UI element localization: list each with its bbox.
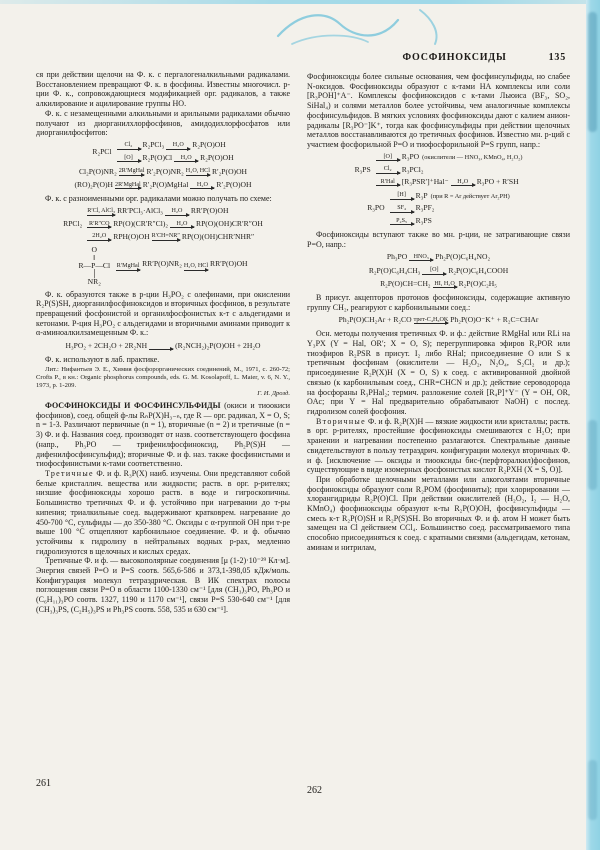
scheme-branches [75,181,252,191]
paragraph-active-ch2: В присут. акцепторов протонов фосфиноксиды, содержащие активную группу CH₂, реагируют с карбонильными соед.: [307,293,570,313]
formula: RR′P(O)OH [190,206,229,216]
reaction-arrow [190,181,214,191]
formula: R₂P(O)C₆H₄CH₃ [368,265,421,275]
formula: R₂P(O)C₆H₄COOH [448,265,509,275]
arrow-label: [O] [430,267,439,274]
reaction-carbonyl-olefination [307,316,570,326]
reaction-arrow [390,204,414,214]
reaction-arrow [115,181,141,191]
formula: R′₂P(O)OH [211,166,248,176]
scheme-note: (окислители — HNO₃, KMnO₄, H₂O₂) [422,153,523,161]
scheme-branches [339,316,539,326]
reaction-arrow [376,165,400,175]
arrow-shaft [149,349,173,350]
scheme-row [388,204,510,214]
arrow-shaft [165,215,189,216]
arrow-label: H₂O, HCl [183,263,209,270]
arrow-shaft [414,323,449,324]
scheme-branches [114,259,247,272]
arrow-shaft [186,175,210,176]
scheme-row [374,165,523,175]
arrow-label: H₂O [176,220,188,227]
arrow-shaft [174,161,198,162]
scan-edge-mark [588,420,597,490]
arrow-label: H₂O [172,141,184,148]
scheme-note: (при R = Ar действует Ar₂PH) [430,192,510,200]
scheme-branches [369,266,508,276]
formula: R₂P(O)OH [192,140,226,150]
scheme-branches [387,253,490,263]
scheme-row [369,266,508,276]
arrow-shaft [190,188,214,189]
arrow-shaft [422,274,446,275]
entry-headword: ФОСФИНОКСИДЫ И ФОСФИНСУЛЬФИДЫ [45,401,221,411]
arrow-shaft [119,175,145,176]
formula: H₃PO₂ + 2CH₂O + 2R₂NH [65,340,148,350]
scheme-row [66,341,261,351]
formula: R₂P(O)Cl [142,152,173,162]
reaction-arrow [165,207,189,217]
scheme-row [388,217,510,227]
formula: (RO)₂P(O)H [74,180,114,190]
reaction-arrow [414,316,449,326]
scheme-branches [374,153,523,188]
formula: RPH(O)OH [113,231,150,241]
arrow-shaft [117,161,141,162]
single-bond: │ [91,268,97,278]
arrow-shaft [166,149,190,150]
formula: Cl₂P(O)NR₂ [78,166,117,176]
arrow-shaft [451,185,475,186]
reaction-arrow [149,341,173,351]
reaction-arrow [390,191,414,201]
formula: (R₂NCH₂)₂P(O)OH + 2H₂O [175,340,261,350]
scheme-row [114,259,247,268]
arrow-shaft [376,173,400,174]
literature-reference [36,366,290,398]
right-column [307,52,570,784]
scheme-row [387,253,490,263]
formula: R₃PCl₂ [401,164,424,174]
arrow-label: [O] [124,154,133,161]
reaction-arrow [184,262,208,272]
reaction-phosphite [36,181,290,191]
paragraph-basicity: Фосфиноксиды более сильные основания, чем фосфинсульфиды, но слабее N-оксидов. Фосфиноксиды образуют с к-тами HA комплексы или соли [R₃POH]⁺A⁻. Комплексы фосфиноксидов с к-тами Льюиса (BF₃, SO₂, SiHal₄) и солями металлов более устойчивы, чем аналогичные комплексы фосфинсульфидов. В мягких условиях фосфиноксиды дают с калием анион-радикалы [R₃PO⁻]K⁺, тогда как фосфинсульфиды при действии щелочных металлов восстанавливаются до третичных фосфинов. Известно мн. р-ций с участием фосфорильной P=O и тиофосфорильной P=S групп, напр.: [307,72,570,149]
formula: RP(O)(CR′R″Cl)₂ [113,219,168,229]
arrow-label: R′Cl, AlCl₃ [87,208,116,214]
scheme-row [380,280,497,290]
scheme-branches [388,191,510,226]
arrow-label: Cl₂ [383,166,392,173]
formula: Ph₂P(O)CH₂Ar + R₂CO [338,315,412,325]
scheme-branches [66,341,261,351]
left-column [36,70,290,782]
structural-formula [78,246,110,286]
reaction-side-chain-oxidation [307,266,570,276]
reaction-arrow [433,280,457,290]
lead-word: Вторичные [316,416,366,426]
arrow-shaft [409,260,433,261]
literature-text: Лит.: Нифантьев Э. Е., Химия фосфорорганических соединений, М., 1971, с. 260-72; Crofts P., в кн.: Organic phosphorus compounds, eds. G. M. Kosolapoff, L. Maier, v. 6, N. Y., 1973, p. 1-209. [36,366,290,390]
formula: Ph₃PO [386,252,408,262]
arrow-shaft [170,227,194,228]
paragraph-text: Ф. и ф. R₃P(X) наиб. изучены. Они представляют собой белые кристаллич. вещества или жидкости; раств. в орг. р-рителях; низшие фосфиноксиды хорошо раств. в воде и гигроскопичны. Большинство третичных Ф. и ф. устойчиво при нагревании до т-ры кипения; триалкильные соед. выдерживают кратковрем. нагревание до 450-700 °C, сульфиды — до 350-380 °C. Оксиды с α-группой OH при т-ре выше 100 °C отщепляют карбонильное соединение. Ф. и ф. обычно устойчивы к гидролизу в нейтральных водных р-рах, медленно гидролизуются в щелочных и кислых средах. [36,468,290,556]
arrow-label: R′R″CO [89,220,110,227]
arrow-label: Cl₂ [124,141,133,148]
reactant-formula: R₂PCl [92,146,112,156]
scan-edge-right [586,0,600,850]
scheme-row [115,154,234,164]
reaction-scheme-structure [36,246,290,286]
arrow-label: [H] [397,192,406,199]
scheme-row [85,232,263,242]
article-author: Г. И. Дрозд. [257,390,290,398]
arrow-shaft [390,224,414,225]
structure-backbone: R—P—Cl [78,260,111,270]
paragraph-methods: Осн. методы получения третичных Ф. и ф.: действие RMgHal или RLi на Y₃PX (Y = Hal, OR′; X = O, S); перегруппировка эфиров R₂POR или тиоэфиров R₂PSR в присут. I₂ либо RHal; присоединение O или S к третичным фосфинам (окислители — H₂O₂, N₂O₄, S₂Cl₂ и др.); присоединение R₂P(X)H (X = O, S) к соед. с активированной двойной связью (к карбонильным соед., CHR=CHCN и др.); действие сероводорода на фосфораны R₃PHal₂; термич. разложение солей [R₄P]⁺Y⁻ (Y = OH, OR, OAc; при Y = Hal предварительно обрабатывают NaOH) с послед. гидролизом солей фосфония. [307,329,570,416]
scheme-row [85,220,263,230]
formula: Ph₂P(O)C₆H₄NO₂ [435,252,491,262]
reaction-arrow [170,220,194,230]
reaction-scheme-sulfide [307,153,570,188]
arrow-label: трет-C₄H₉OK [413,316,449,323]
column-number-left: 261 [36,778,51,789]
reaction-arrow [166,141,190,151]
scheme-row [85,207,263,217]
arrow-label: H₂O [457,178,469,185]
amino-group: NR₂ [87,276,101,286]
column-number-right: 262 [307,785,322,796]
formula: R₃P [415,190,428,200]
scheme-branches [85,207,263,242]
formula: R₃PF₂ [415,203,435,213]
arrow-label: R′MgHal [116,263,140,270]
reaction-arrow [116,262,140,272]
formula: R₂PCl₃ [142,140,165,150]
formula: [R₃PSR′]⁺Hal⁻ [401,177,449,187]
formula: R′₂P(O)NR₂ [146,166,184,176]
paragraph-synthesis-intro: Ф. к. с незамещенными алкильными и арильными радикалами обычно получают из диорганилхлорфосфинов, амидодихлорфосфатов или диорганилфосфитов: [36,108,290,138]
formula: R₃PO + R′SH [476,177,519,187]
arrow-label: SF₄ [397,205,407,211]
formula: RP(O)(OH)CHR′NHR″ [181,231,255,241]
running-head-title: ФОСФИНОКСИДЫ [402,52,507,63]
reaction-hydroiodination [307,280,570,290]
scheme-branches [115,141,234,163]
arrow-label [160,342,162,348]
arrow-label: R′CH=NR″ [151,233,180,240]
reaction-amidochlorophosphate [36,167,290,177]
arrow-label: R′Hal [380,178,395,185]
paragraph-tertiary-properties [36,469,290,556]
double-bond: ‖ [93,252,96,262]
arrow-shaft [376,185,400,186]
reaction-arrow [376,178,400,188]
arrow-shaft [390,199,414,200]
atom-oxygen: O [91,244,98,254]
paragraph-no-po-bond: Фосфиноксиды вступают также во мн. р-ции, не затрагивающие связи P=O, напр.: [307,230,570,249]
reaction-scheme-mixed [36,207,290,242]
paragraph-secondary [307,417,570,475]
formula: RP(O)(OH)CR′R″OH [196,219,263,229]
paragraph-tertiary-physics: Третичные Ф. и ф. — высокополярные соединения [μ (1-2)·10⁻²⁹ Кл·м]. Энергия связей P=O и P=S соотв. 565,6-586 и 373,1-398,05 кДж/моль. Конфигурация молекул тетраэдрическая. В ИК спектрах полосы поглощения связи P=O в области 1100-1330 см⁻¹ [для (CH₃)₃PO, Ph₃PO и (C₆H₁₁)₃PO соотв. 1327, 1190 и 1170 см⁻¹], связи P=S 530-640 см⁻¹ [для (CH₃)₃PS, (C₂H₅)₃PS и Ph₃PS соотв. 558, 535 и 630 см⁻¹]. [36,556,290,614]
scheme-row [79,167,247,177]
running-head-page-number: 135 [548,52,566,63]
arrow-shaft [433,287,457,288]
reaction-arrow [117,141,141,151]
arrow-shaft [116,270,140,271]
arrow-label: HI, H₂O [434,280,455,287]
arrow-label: H₂O [171,208,183,214]
formula: R₃PO [401,152,420,162]
arrow-label: P₂S₅ [396,217,408,224]
arrow-label: H₂O [180,154,192,161]
arrow-shaft [184,270,208,271]
reaction-arrow [451,178,475,188]
formula: R₂P(O)OH [200,152,234,162]
reaction-arrow [87,207,115,217]
lead-word: Третичные [45,468,94,478]
pencil-scribbles [270,2,480,52]
reaction-nitration [307,253,570,263]
scheme-row [75,181,252,191]
arrow-shaft [87,240,111,241]
arrow-shaft [117,149,141,150]
arrow-label: 2H₂O [92,233,107,240]
arrow-shaft [115,188,141,189]
arrow-label: 2R′MgHal [118,168,145,175]
reaction-scheme-chlorophosphine [36,141,290,163]
formula: RR′PCl₃·AlCl₃ [117,206,163,216]
arrow-shaft [152,240,180,241]
scheme-branches [380,280,497,290]
paragraph-formation: Ф. к. образуются также в р-ции H₃PO₂ с олефинами, при окислении R₂P(S)SH, диорганилфосфиноксидов и вторичных фосфинов, в результате превращений фосфонистой и органилфосфонистых к-т с альдегидами и кетонами. Р-ция H₃PO₂ с альдегидами и вторичными аминами приводит к α-аминоалкилзамещенным Ф. к.: [36,289,290,338]
reaction-arrow [117,154,141,164]
arrow-label: HNO₃ [413,253,429,260]
formula: R₂P(O)C₂H₅ [458,279,497,289]
formula: R′₂P(O)OH [216,180,252,190]
scheme-row [374,153,523,163]
reaction-arrow [422,266,446,276]
paragraph-salts-halogenation: При обработке щелочными металлами или алкоголятами вторичные фосфиноксиды образуют соли R₂POM (фосфиниты); при хлорировании — хлорангидриды R₂P(O)Cl. При действии окислителей (H₂O₂, I₂ — H₂O, KMnO₄) фосфиноксиды образуют к-ты R₂P(O)OH, фосфинсульфиды — смесь к-т R₂P(O)SH и R₂P(S)SH. Во вторичных Ф. и ф. атом H может быть замещен на Cl действием CCl₄. Большинство соед. рассматриваемого типа способно присоединяться к соед. с кратными связями (альдегидам, кетонам, аминам и нитрилам, [307,474,570,552]
reactant-formula: R₃PO [367,203,385,213]
reactant-formula: RPCl₂ [63,219,83,229]
reaction-scheme-oxide [307,191,570,226]
entry-body: (окиси и тиоокиси фосфинов), соед. общей ф-лы RₙP(X)H₃₋ₙ, где R — орг. радикал, X = O, S; n = 1-3. Различают первичные (n = 1), вторичные (n = 2) и третичные (n = 3) Ф. и ф. Названия соед. производят от назв. соответствующего фосфина (напр., Ph₃PO — трифенилфосфиноксид, Ph₂P(S)H — дифенилфосфинсульфид); вторичные Ф. и ф. наз. также фосфинистыми и тиофосфинистыми к-тами соответственно. [36,401,290,469]
reaction-arrow [174,154,198,164]
paragraph-mixed-radicals: Ф. к. с разноименными орг. радикалами можно получать по схеме: [45,194,272,204]
arrow-shaft [390,212,414,213]
reaction-arrow [390,217,414,227]
paragraph-continuation: ся при действии щелочи на Ф. к. с пергалогеналкильными радикалами. Восстановлением превращают Ф. к. в фосфины. Известны многочисл. р-ции Ф. к., сопровождающиеся модификацией орг. радикалов, а также алкилирование и ацилирование группы НО. [36,70,290,109]
arrow-label: 2R′MgHal [115,181,141,188]
scan-edge-mark [588,12,597,132]
paragraph-text: Ф. и ф. R₂P(X)H — вязкие жидкости или кристаллы; раств. в орг. р-рителях, простейшие фосфиноксиды смешиваются с H₂O; при хранении и нагревании постепенно разлагаются. Спектральные данные свидетельствуют в пользу тетраэдрич. конфигурации молекул вторичных Ф. и ф. [исключение — оксиды и тиооксиды бис-(перфторалкил)фосфинов, существующие в виде изомерных фосфонистых кислот R₂PXH (X = S, O)]. [307,416,570,475]
formula: Ph₂P(O)O⁻K⁺ + R₂C=CHAr [450,315,539,325]
reaction-arrow [87,220,111,230]
arrow-label: H₂O [196,181,208,188]
formula: R₂P(O)CH=CH₂ [380,279,431,289]
formula: R₃PS [415,216,432,226]
arrow-shaft [87,215,115,216]
arrow-shaft [87,227,111,228]
reaction-structure-steps [114,259,247,272]
reaction-arrow [186,167,210,177]
reaction-arrow [119,167,145,177]
arrow-label: [O] [383,153,392,160]
scheme-branches [79,167,247,177]
scheme-row [115,141,234,151]
entry-phosphine-oxides [36,401,290,469]
scheme-row [339,316,539,326]
reaction-arrow [409,253,433,263]
scheme-row [374,178,523,188]
arrow-shaft [376,160,400,161]
formula: RR′P(O)OH [210,259,248,269]
scan-edge-mark [588,760,597,820]
reaction-arrow [87,232,111,242]
arrow-label: H₂O, HCl [185,168,210,175]
formula: RR′P(O)NR₂ [142,259,182,269]
scheme-row [388,191,510,201]
running-head [307,52,566,63]
reactant-formula: R₃PS [354,164,371,174]
reaction-arrow [152,232,180,242]
reaction-hypophosphorous [36,341,290,351]
paragraph-use: Ф. к. используют в лаб. практике. [45,354,160,364]
formula: R′₂P(O)MgHal [142,180,189,190]
reaction-arrow [376,153,400,163]
